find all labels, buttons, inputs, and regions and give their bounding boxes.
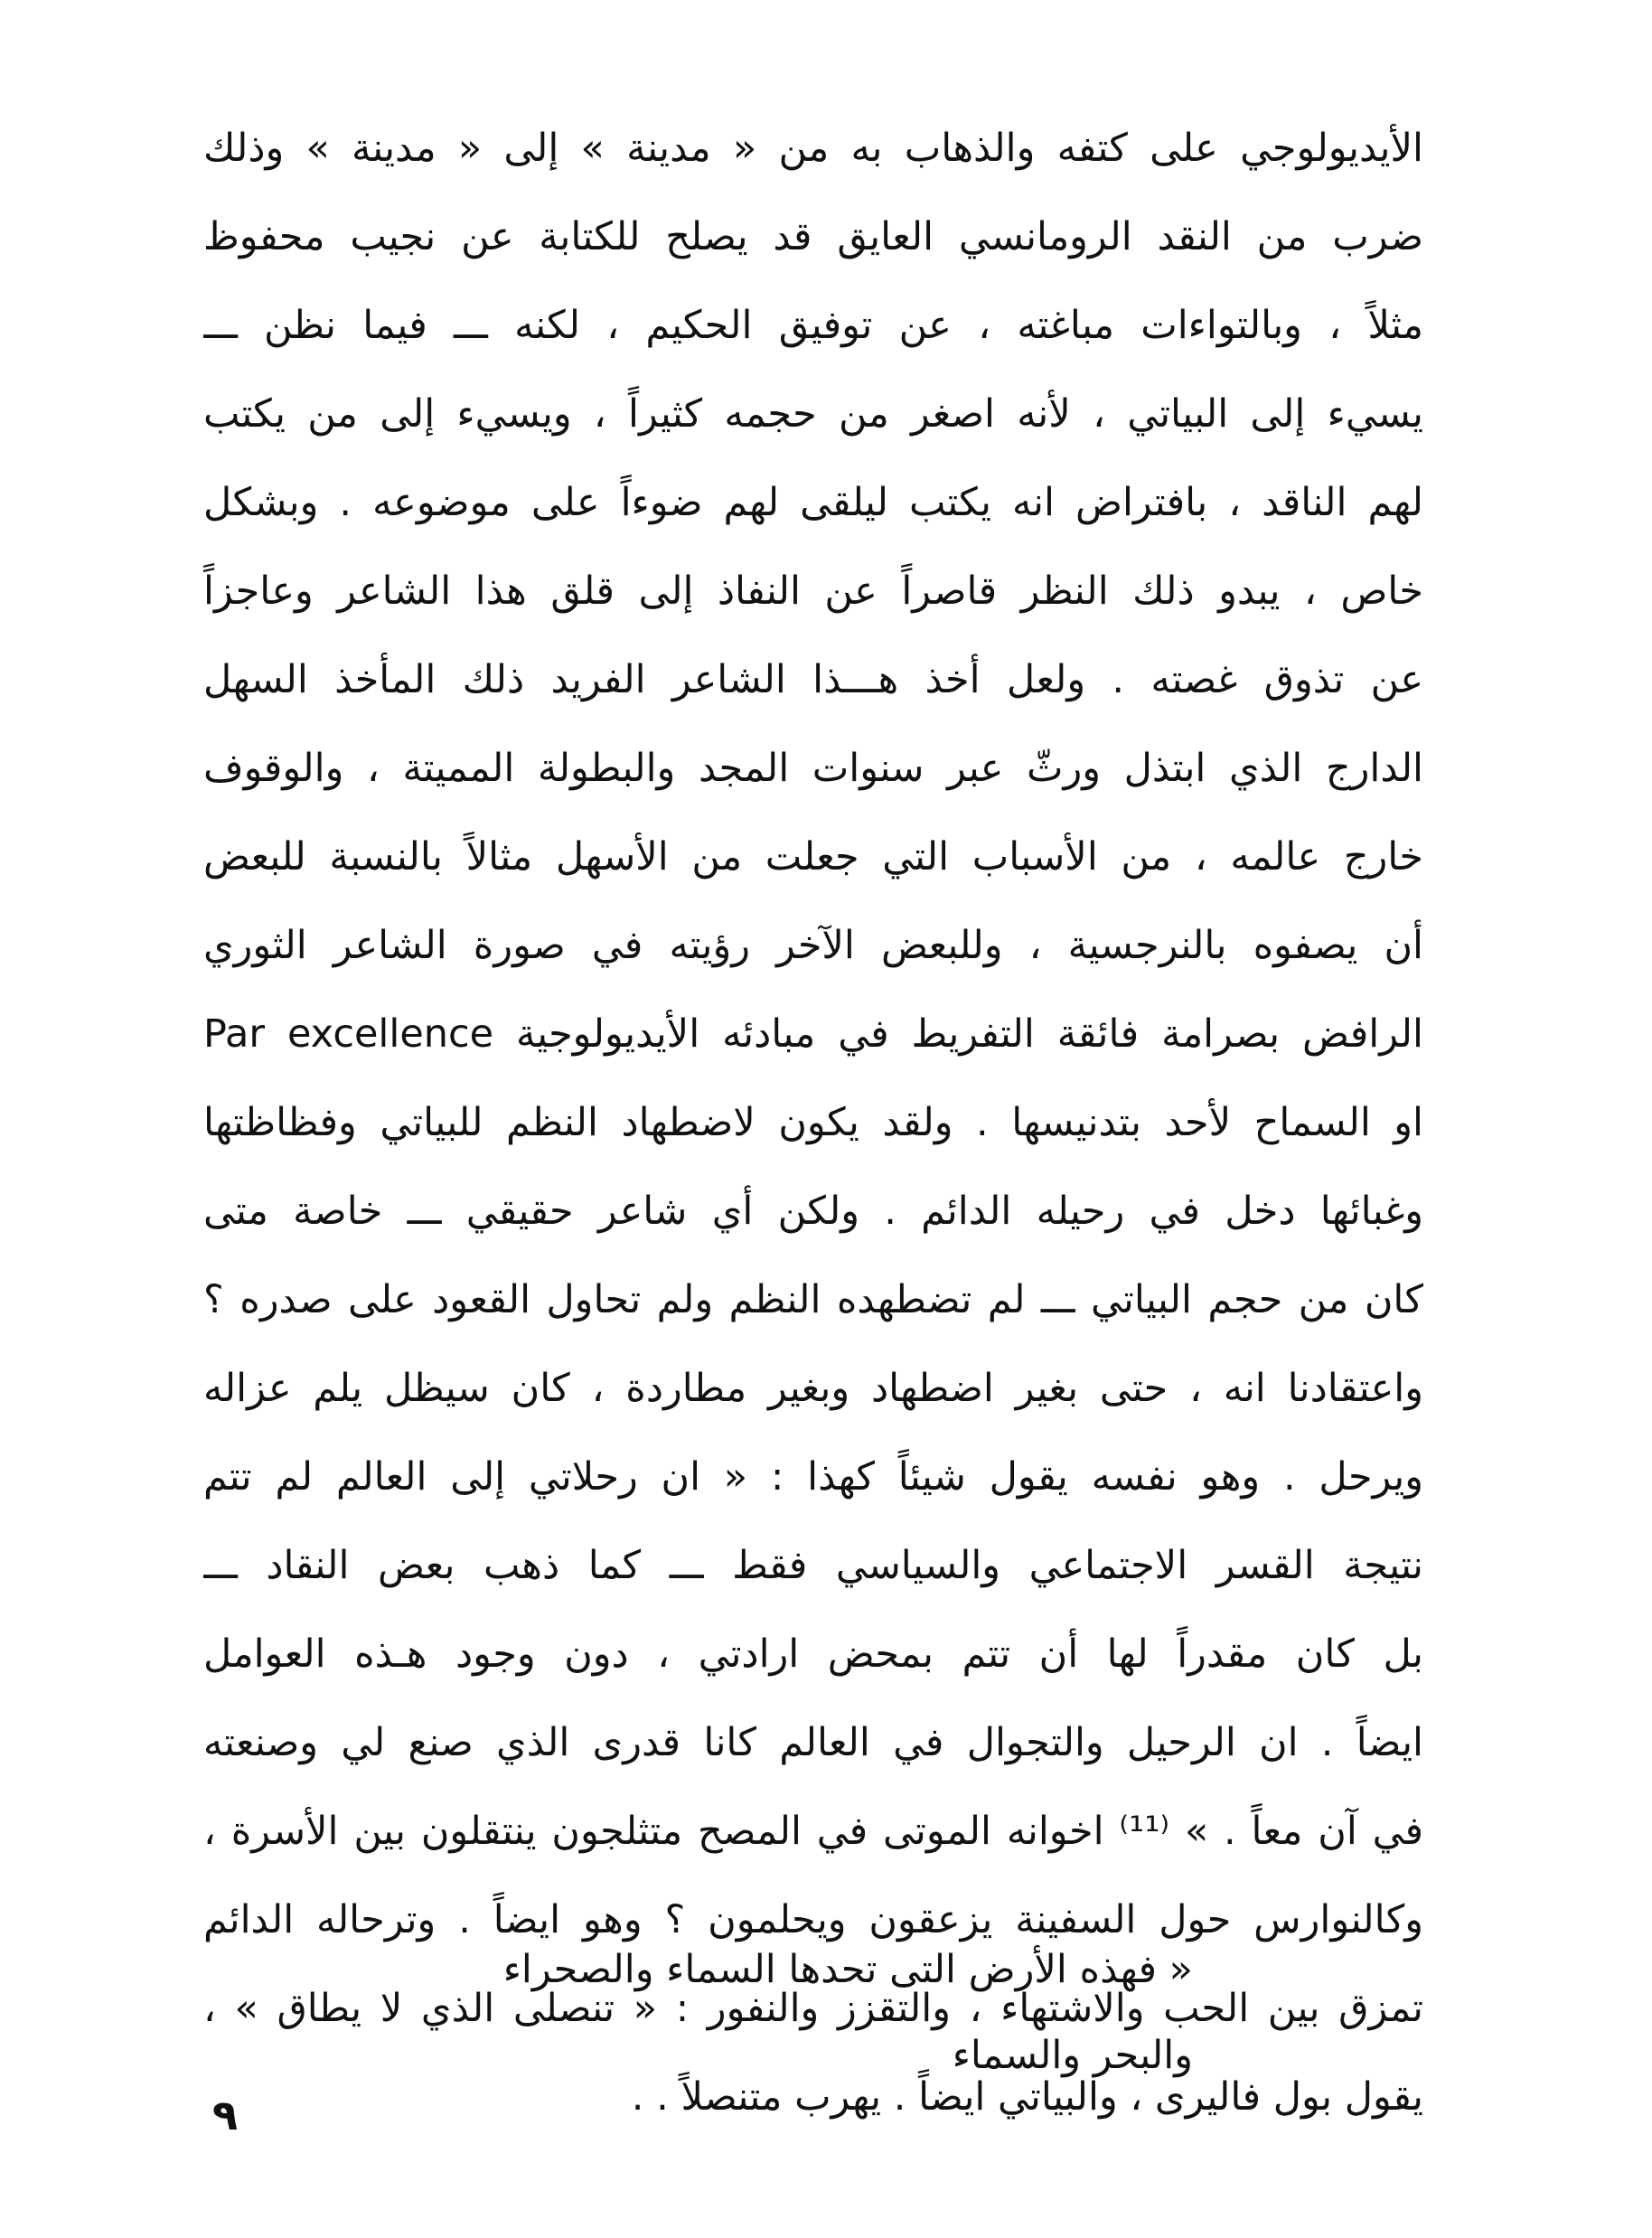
text-line: واعتقادنا انه ، حتى بغير اضطهاد وبغير مطاردة ، كان سيظل يلم عزاله <box>203 1366 1423 1411</box>
text-line: أن يصفوه بالنرجسية ، وللبعض الآخر رؤيته في صورة الشاعر الثوري <box>203 923 1423 968</box>
text-line: الرافض بصرامة فائقة التفريط في مبادئه الأيديولوجية Par excellence <box>203 1011 1423 1057</box>
text-line: خارج عالمه ، من الأسباب التي جعلت من الأسهل مثالاً بالنسبة للبعض <box>203 834 1423 879</box>
text-line: تمزق بين الحب والاشتهاء ، والتقزز والنفور : « تنصلى الذي لا يطاق » ، <box>203 1986 1423 2031</box>
text-line: مثلاً ، وبالتواءات مباغته ، عن توفيق الحكيم ، لكنه ـــ فيما نظن ـــ <box>203 303 1423 348</box>
text-line: وكالنوارس حول السفينة يزعقون ويحلمون ؟ وهو ايضاً . وترحاله الدائم <box>203 1897 1423 1942</box>
text-line: بل كان مقدراً لها أن تتم بمحض ارادتي ، دون وجود هـذه العوامل <box>203 1631 1423 1677</box>
text-line: نتيجة القسر الاجتماعي والسياسي فقط ـــ كما ذهب بعض النقاد ـــ <box>203 1543 1423 1588</box>
body-paragraph <box>203 104 1423 2141</box>
text-line: الأيديولوجي على كتفه والذهاب به من « مدينة » إلى « مدينة » وذلك <box>203 126 1423 171</box>
page-number: ٩ <box>212 2091 239 2139</box>
text-line: وغبائها دخل في رحيله الدائم . ولكن أي شاعر حقيقي ـــ خاصة متى <box>203 1189 1423 1234</box>
text-line: ويرحل . وهو نفسه يقول شيئاً كهذا : « ان رحلاتي إلى العالم لم تتم <box>203 1454 1423 1500</box>
text-line: لهم الناقد ، بافتراض انه يكتب ليلقى لهم ضوءاً على موضوعه . وبشكل <box>203 480 1423 525</box>
text-line: يقول بول فاليرى ، والبياتي ايضاً . يهرب متنصلاً . . <box>631 2074 1423 2120</box>
text-line: الدارج الذي ابتذل ورثّ عبر سنوات المجد والبطولة المميتة ، والوقوف <box>203 746 1423 791</box>
text-line: خاص ، يبدو ذلك النظر قاصراً عن النفاذ إلى قلق هذا الشاعر وعاجزاً <box>203 569 1423 614</box>
text-line: في آن معاً . » ⁽¹¹⁾ اخوانه الموتى في المصح متثلجون ينتقلون بين الأسرة ، <box>203 1809 1423 1854</box>
text-line: ايضاً . ان الرحيل والتجوال في العالم كانا قدرى الذي صنع لي وصنعته <box>203 1720 1423 1765</box>
text-line: يسيء إلى البياتي ، لأنه اصغر من حجمه كثيراً ، ويسيء إلى من يكتب <box>203 391 1423 437</box>
text-line: او السماح لأحد بتدنيسها . ولقد يكون لاضطهاد النظم للبياتي وفظاظتها <box>203 1100 1423 1145</box>
verse-line: والبحر والسماء <box>952 2033 1193 2078</box>
text-line: ضرب من النقد الرومانسي العايق قد يصلح للكتابة عن نجيب محفوظ <box>203 214 1423 259</box>
text-line: عن تذوق غصته . ولعل أخذ هـــذا الشاعر الفريد ذلك المأخذ السهل <box>203 657 1423 702</box>
text-line: كان من حجم البياتي ـــ لم تضطهده النظم ولم تحاول القعود على صدره ؟ <box>203 1277 1423 1322</box>
verse-line: « فهذه الأرض التى تحدها السماء والصحراء <box>502 1947 1193 1992</box>
